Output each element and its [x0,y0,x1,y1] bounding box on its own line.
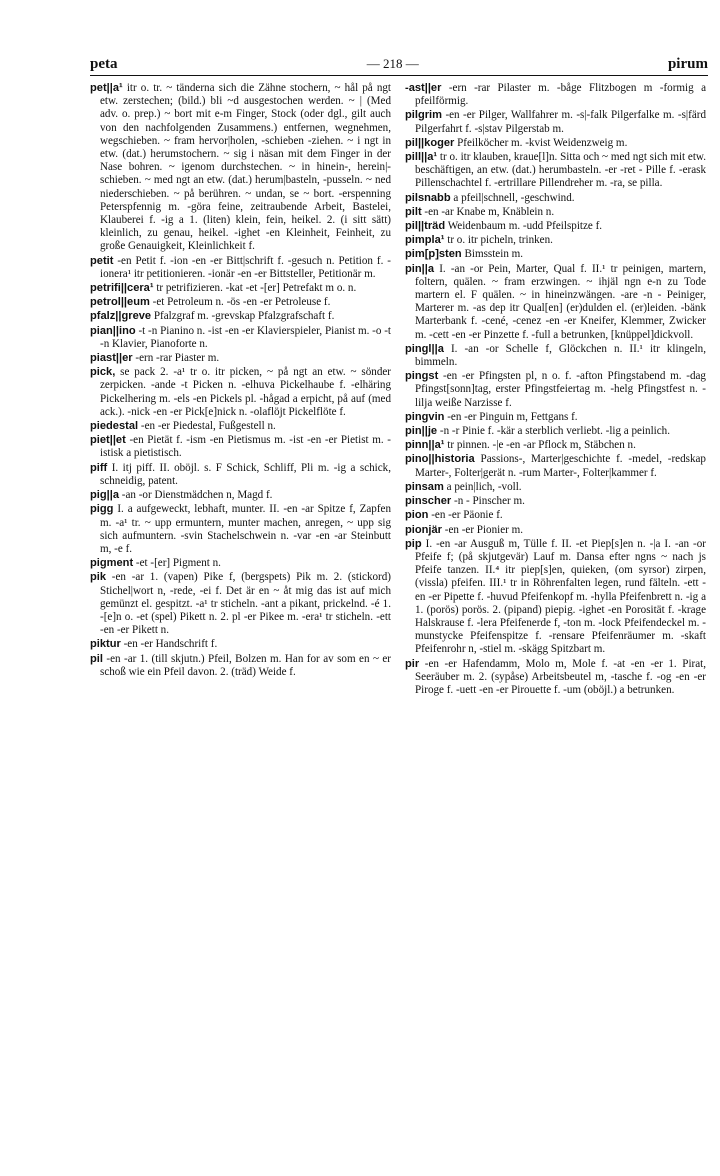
entry-definition: -en -ar Knabe m, Knäblein n. [424,205,555,218]
entry-headword: pig||a [90,489,120,502]
entry-headword: piktur [90,638,121,651]
entry-definition: -en -er Hafendamm, Molo m, Mole f. -at -en -er 1. Pirat, Seeräuber m. 2. (sypåse) Arbeitsbeutel m, -tasche f. -og -en -er Piroge f. -uett -en -er Pirouette f. -um (oböjl.) a betrunken. [415,657,707,696]
dictionary-entry [405,109,706,135]
entry-headword: pinsam [405,480,444,493]
entry-definition: -en Pietät f. -ism -en Pietismus m. -ist -en -er Pietist m. -istisk a pietistisch. [100,434,391,460]
left-column [90,82,391,698]
entry-headword: pim[p]sten [405,248,462,261]
dictionary-entry [405,495,706,508]
entry-headword: pip [405,537,422,550]
entry-headword: pilsnabb [405,191,451,204]
header-left-guideword: peta [90,56,118,72]
entry-headword: pilt [405,205,422,218]
right-column [405,82,706,698]
dictionary-entry [405,370,706,410]
entry-headword: piff [90,461,108,474]
entry-definition: itr o. tr. ~ tänderna sich die Zähne stochern, ~ hål på ngt etw. zerstechen; (bild.) bli ~d ausgestochen werden. ~ | (Med adv. o. prep.) ~ bort mit e-m Finger, Stock (oder dgl., gilt auch von den nachfolgenden Zusammens.) entfernen, wegnehmen, wegschieben. ~ fram hervor|holen, -schieben -ziehen. ~ i ngt in etw. (dat.) herumstochern. ~ sig i näsan mit dem Finger in der Nase bohren. ~ igenom durchstechen. ~ in hinein-, herein|-schieben. ~ med ngt an etw. (dat.) herum|basteln, -pusseln. ~ ned niederschieben. ~ på berühren. ~ undan, se ~ bort. -erspenning Peterspfennig m. -göra feine, zeitraubende Arbeit, Bastelei, Klauberei f. -ig a 1. (liten) klein, fein, heikel. 2. (i sitt sätt) kleinlich, zu genau, heikel. -ighet -en Kleinheit, Feinheit, zu große Genauigkeit, Kleinlichkeit f. [100,82,391,253]
entry-headword: pimpla¹ [405,234,445,247]
dictionary-entry [405,248,706,261]
entry-headword: pin||a [405,262,435,275]
entry-definition: -et -[er] Pigment n. [135,557,221,570]
entry-headword: pingvin [405,410,445,423]
entry-definition: -n -r Pinie f. -kär a sterblich verliebt. -lig a peinlich. [439,425,671,438]
entry-headword: pir [405,657,420,670]
dictionary-entry [405,453,706,479]
dictionary-entry [405,82,706,108]
dictionary-entry [405,425,706,438]
entry-definition: -en -er Päonie f. [431,509,503,522]
entry-headword: -ast||er [405,82,442,94]
dictionary-entry [90,557,391,570]
entry-definition: I. -an -or Schelle f, Glöckchen n. II.¹ itr klingeln, bimmeln. [415,342,706,369]
page-header [90,56,708,76]
entry-definition: Pfeilköcher m. -kvist Weidenzweig m. [457,136,628,149]
dictionary-entry [90,255,391,281]
dictionary-entry [405,481,706,494]
entry-definition: Weidenbaum m. -udd Pfeilspitze f. [447,220,603,233]
entry-definition: -t -n Pianino n. -ist -en -er Klavierspieler, Pianist m. -o -t -n Klavier, Pianoforte n. [100,324,391,350]
entry-headword: pil||koger [405,136,455,149]
entry-definition: a pfeil|schnell, -geschwind. [453,191,575,204]
dictionary-entry [405,151,706,191]
entry-definition: -en -er Pionier m. [444,523,524,536]
entry-definition: -en -er Pilger, Wallfahrer m. -s|-falk Pilgerfalke m. -s|färd Pilgerfahrt f. -s|stav Pilgerstab m. [415,109,706,135]
entry-definition: tr o. itr picheln, trinken. [447,234,553,247]
entry-definition: I. itj piff. II. oböjl. s. F Schick, Schliff, Pli m. -ig a schick, schneidig, patent. [100,461,391,487]
entry-headword: piast||er [90,352,133,365]
entry-headword: pingl||a [405,342,444,355]
dictionary-entry [405,206,706,219]
dictionary-entry [90,366,391,419]
entry-headword: pinscher [405,495,452,508]
entry-definition: -en Petit f. -ion -en -er Bitt|schrift f. -gesuch n. Petition f. -ionera¹ itr petitionieren. -ionär -en -er Bittsteller, Petitionär m. [100,254,391,280]
entry-definition: se pack 2. -a¹ tr o. itr picken, ~ på ngt an etw. ~ sönder zerpicken. -ande -t Picken n. -elhuva Pickelhaube f. -elhäring Pickelhering m. -els -en Pickels pl. -hågad a erpicht, på auf (med ack.). -nick -en -er Pick[e]nick n. -olaflöjt Pickelflöte f. [100,366,392,418]
dictionary-entry [90,310,391,323]
dictionary-entry [90,462,391,488]
entry-definition: Passions-, Marter|geschichte f. -medel, -redskap Marter-, Folter|gerät n. -rum Marter-, Folter|kammer f. [415,453,706,479]
entry-headword: pigg [90,503,114,516]
entry-headword: piet||et [90,434,126,447]
dictionary-entry [90,571,391,637]
entry-definition: I. -an -or Pein, Marter, Qual f. II.¹ tr peinigen, martern, foltern, quälen. ~ fram erzwingen. ~ ihjäl ngn e-n zu Tode martern el. F quälen. ~ in hineinzwängen. -are -n - Peiniger, Marterer m. -as dep itr Qual[en] (er)dulden el. (er)leiden. -bänk Marterbank f. -cené, -cenez -en -er Kneifer, Klemmer, Zwicker m. -cett -en -er Pinzette f. -full a betrunken, [knüppel]dickvoll. [415,262,706,341]
entry-definition: -en -er Handschrift f. [123,638,218,651]
entry-definition: I. -en -ar Ausguß m, Tülle f. II. -et Piep[s]en n. -|a I. -an -or Pfeife f; (på skjutgevär) Lauf m. Dansa efter ngns ~ nach js Pfeife tanzen. II.⁴ itr piep[s]en, quieken, (om syrsor) zirpen, (vissla) pfeifen. III.¹ tr in Röhrenfalten legen, rund fälteln. -ett -en -er Pipette f. -huvud Pfeifenkopf m. -hylla Pfeifenbrett n. -ig a 1. (porös) porös. 2. (pipand) piepig. -ighet -en Porosität f. -krage Halskrause f. -lera Pfeifenerde f, -ton m. -lock Pfeifendeckel m. -munstycke Pfeifenspitze f. -rensare Pfeifenräumer m. -skaft Pfeifenrohr n, -stiel m. -skägg Spitzbart m. [415,537,706,656]
dictionary-entry [405,137,706,150]
entry-headword: petrol||eum [90,296,150,309]
dictionary-entry [405,263,706,342]
entry-headword: pionjär [405,523,442,536]
entry-headword: pigment [90,557,134,570]
dictionary-entry [405,658,706,698]
dictionary-entry [405,234,706,247]
entry-definition: -an -or Dienstmädchen n, Magd f. [121,489,273,502]
entry-definition: Pfalzgraf m. -grevskap Pfalzgrafschaft f. [153,310,335,323]
dictionary-entry [90,325,391,351]
dictionary-entry [405,509,706,522]
dictionary-entry [405,439,706,452]
dictionary-entry [90,282,391,295]
entry-headword: pin||je [405,425,438,438]
entry-definition: -ern -rar Piaster m. [135,352,220,365]
entry-definition: -en -ar 1. (vapen) Pike f, (bergspets) Pik m. 2. (stickord) Stichel|wort n, -rede, -ei f. Det är en ~ åt mig das ist auf mich gemünzt el. gespitzt. -a¹ tr sticheln. -ant a pikant, prickelnd. -é 1. -[e]n o. -et (spel) Pikett n. 2. pl -er Pikee m. -era¹ tr sticheln. -ett -en -er Pikett n. [100,571,391,637]
dictionary-entry [405,192,706,205]
dictionary-entry [90,638,391,651]
entry-headword: pino||historia [405,453,475,466]
entry-headword: petit [90,254,114,267]
dictionary-entry [90,352,391,365]
header-right-guideword: pirum [667,56,708,72]
dictionary-entry [90,503,391,556]
entry-headword: pick, [90,366,116,379]
dictionary-entry [405,343,706,369]
dictionary-entry [405,524,706,537]
entry-headword: pion [405,509,429,522]
dictionary-entry [405,220,706,233]
dictionary-entry [90,434,391,460]
entry-definition: -en -er Piedestal, Fußgestell n. [140,420,276,433]
dictionary-entry [90,296,391,309]
dictionary-entry [90,489,391,502]
entry-headword: pil||träd [405,220,446,233]
entry-definition: -n - Pinscher m. [454,495,525,508]
entry-headword: pill||a¹ [405,151,438,164]
dictionary-entry [90,82,391,254]
entry-definition: -en -er Pfingsten pl, n o. f. -afton Pfingstabend m. -dag Pfingst[sonn]tag, erster Pfingstfeiertag m. -helg Pfingstfest n. -lilja weiße Narzisse f. [415,370,706,409]
entry-headword: pinn||a¹ [405,439,445,452]
entry-definition: -en -ar 1. (till skjutn.) Pfeil, Bolzen m. Han for av som en ~ er schoß wie ein Pfeil davon. 2. (träd) Weide f. [100,652,392,678]
dictionary-entry [90,653,391,679]
entry-headword: pet||a¹ [90,82,123,94]
entry-headword: pfalz||greve [90,310,152,323]
entry-headword: piedestal [90,420,139,433]
entry-headword: petrifi||cera¹ [90,282,154,295]
columns [90,82,708,698]
entry-headword: pilgrim [405,109,442,122]
entry-definition: -en -er Pinguin m, Fettgans f. [447,410,578,423]
dictionary-entry [405,538,706,657]
entry-definition: -et Petroleum n. -ös -en -er Petroleuse f. [152,296,331,309]
dictionary-entry [405,411,706,424]
entry-definition: Bimsstein m. [464,248,524,261]
entry-headword: pil [90,652,103,665]
entry-definition: tr pinnen. -|e -en -ar Pflock m, Stäbchen n. [447,439,636,452]
entry-definition: -ern -rar Pilaster m. -båge Flitzbogen m -formig a pfeilförmig. [415,82,706,108]
page-number: — 218 — [366,56,419,71]
entry-definition: I. a aufgeweckt, lebhaft, munter. II. -en -ar Spitze f, Zapfen m. -a¹ tr. ~ upp ermuntern, munter machen, anregen, ~ upp sig sich aufmuntern. -svin Stachelschwein n. -var -en -ar Steinbutt m, -e f. [100,503,391,555]
entry-definition: tr o. itr klauben, kraue[l]n. Sitta och ~ med ngt sich mit etw. beschäftigen, an etw. (dat.) herumbasteln. -er -ret - Pille f. -erask Pillenschachtel f. -ertrillare Pillendreher m. -ra, se pilla. [415,151,706,190]
entry-definition: a pein|lich, -voll. [446,480,522,493]
entry-headword: pian||ino [90,324,136,337]
entry-headword: pik [90,571,107,584]
entry-definition: tr petrifizieren. -kat -et -[er] Petrefakt m o. n. [156,282,357,295]
entry-headword: pingst [405,370,439,383]
dictionary-entry [90,420,391,433]
